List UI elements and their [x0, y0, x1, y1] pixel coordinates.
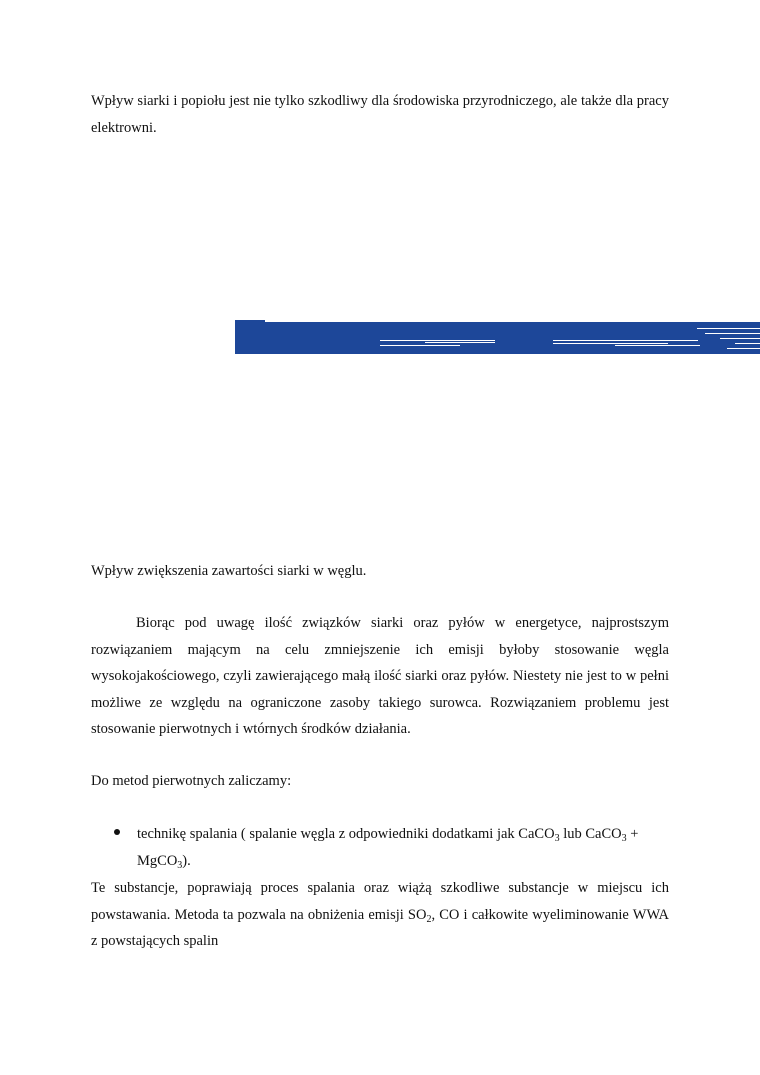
- paragraph-text: Te substancje, poprawiają proces spalania oraz wiążą szkodliwe substancje w miejscu ich powstawania. Metoda ta pozwala na obniżenia emisji SO: [91, 880, 669, 923]
- banner-line: [705, 333, 760, 334]
- banner-line: [615, 345, 700, 346]
- methods-label: Do metod pierwotnych zaliczamy:: [91, 773, 292, 789]
- subscript: 2: [426, 913, 432, 925]
- bullet-text: + MgCO: [137, 826, 639, 869]
- banner-line: [727, 348, 760, 349]
- bullet-text: lub CaCO: [559, 826, 622, 842]
- banner-line: [380, 340, 495, 341]
- banner-line: [697, 328, 760, 329]
- body-paragraph: Biorąc pod uwagę ilość związków siarki oraz pyłów w energetyce, najprostszym rozwiązaniem mającym na celu zmniejszenie ich emisji byłoby stosowanie węgla wysokojakościowego, czyli zawierającego małą ilość siarki oraz pyłów. Niestety nie jest to w pełni możliwe ze względu na ograniczone zasoby takiego surowca. Rozwiązaniem problemu jest stosowanie pierwotnych i wtórnych środków działania.: [91, 615, 669, 737]
- banner-line: [425, 342, 495, 343]
- bullet-dot-icon: [114, 829, 120, 835]
- banner-line: [553, 340, 698, 341]
- bullet-text: ).: [182, 852, 191, 869]
- banner-line: [380, 345, 460, 346]
- banner-line: [553, 343, 668, 344]
- bullet-text: technikę spalania ( spalanie węgla z odpowiedniki dodatkami jak CaCO: [137, 826, 555, 842]
- banner-line: [720, 338, 760, 339]
- banner-block-main: [265, 322, 760, 354]
- banner-line: [735, 343, 760, 344]
- decorative-banner: [235, 320, 760, 354]
- substances-paragraph: [91, 875, 669, 955]
- subscript: 3: [177, 859, 183, 871]
- subscript: 3: [621, 833, 627, 844]
- subscript: 3: [554, 833, 560, 844]
- banner-block-left: [235, 320, 265, 354]
- bullet-item: [137, 821, 672, 874]
- paragraph-text: , CO i całkowite wyeliminowanie WWA z powstających spalin: [91, 906, 669, 949]
- intro-paragraph: Wpływ siarki i popiołu jest nie tylko szkodliwy dla środowiska przyrodniczego, ale także dla pracy elektrowni.: [91, 93, 669, 136]
- section-heading: Wpływ zwiększenia zawartości siarki w węglu.: [91, 563, 367, 579]
